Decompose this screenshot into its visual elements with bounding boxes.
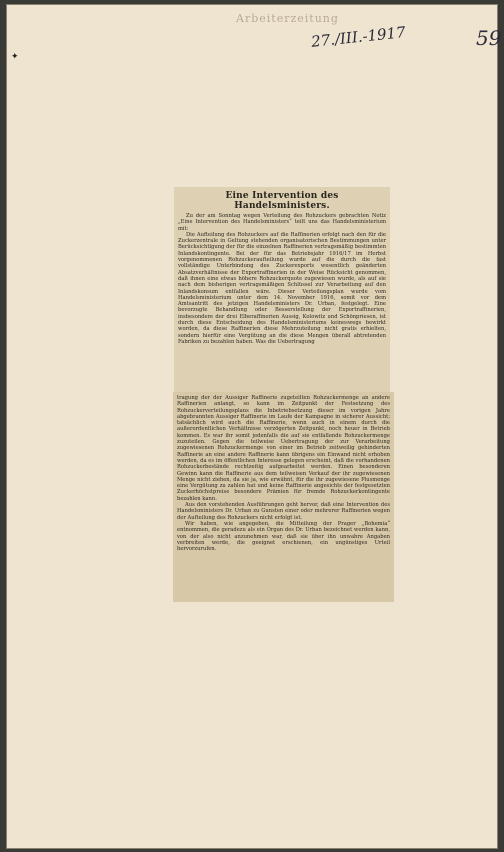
handwritten-page-number: 59 [476, 26, 502, 50]
article-body-1 [178, 213, 386, 345]
newspaper-name-stamp: Arbeiterzeitung [236, 12, 339, 25]
article-headline: Eine Intervention des Handelsministers. [225, 191, 339, 211]
archive-page [6, 4, 502, 849]
binding-marker-icon: ✦ [11, 52, 19, 62]
article-body-2 [177, 395, 390, 552]
paragraph: Aus den vorstehenden Ausführungen geht hervor, daß eine Intervention des Handelsministers Dr. Urban zu Gunsten einer oder mehrerer Raffinerien wegen der Aufteilung des Rohzuckers nicht erfolgt ist. [177, 502, 390, 521]
clipping-part-2 [173, 392, 394, 602]
clipping-part-1 [174, 187, 390, 392]
paragraph: tragung der der Aussiger Raffinerie zugeteilten Rohzuckermenge an andere Raffinerien anlangt, so kann im Zeitpunkt der Festsetzung des Rohzuckerverteilungsplans die Inbetriebsetzung dieser im vorigen Jahre abgebrannten Aussiger Raffinerie im Laufe der Kampagne in sicherer Aussicht; tatsächlich wird auch die Raffinerie, wenn auch in einem durch die außerordentlichen Verhältnisse verzögerten Zeitpunkt, noch heuer in Betrieb kommen. Es war ihr somit jedenfalls die auf sie entfallende Rohzuckermenge zuzuteilen. Gegen die teilweise Uebertragung der zur Verarbeitung zugewiesenen Rohzuckermenge von einer im Betrieb zeitweilig gehinderten Raffinerie an eine andere Raffinerie kann übrigens ein Einwand nicht erhoben werden, da es im öffentlichen Interesse gelegen erscheint, daß die vorhandenen Rohzuckerbestände rechtzeitig aufgearbeitet werden. Einen besonderen Gewinn kann die Raffinerie aus dem teilweisen Verkauf der ihr zugewiesenen Menge nicht ziehen, da sie ja, wie erwähnt, für die ihr zugewiesene Plusmenge eine Vergütung zu zahlen hat und keine Raffinerie angesichts der festgesetzten Zuckerhöchstpreise besondere Prämien für fremde Rohzuckerkontingente bezahlen kann. [177, 395, 390, 502]
paragraph: Zu der am Sonntag wegen Verteilung des Rohzuckers gebrachten Notiz „Eine Intervention des Handelsministers“ teilt uns das Handelsministerium mit: [178, 213, 386, 232]
paragraph: Wir haben, wie angegeben, die Mitteilung der Prager „Bohemia“ entnommen, die geradezu als ein Organ des Dr. Urban bezeichnet werden kann, von der also nicht anzunehmen war, daß sie über ihn unwahre Angaben verbreiten werde, die geeignet erschienen, ein ungünstiges Urteil hervorzurufen. [177, 520, 390, 553]
handwritten-date: 27./III.-1917 [310, 23, 407, 51]
paragraph: Die Aufteilung des Rohzuckers auf die Raffinerien erfolgt nach den für die Zuckerzentrale in Geltung stehenden organisatorischen Bestimmungen unter Berücksichtigung der für die einzelnen Raffinerien vertragsmäßig bestimmten Inlandskontingente. Bei der für das Betriebsjahr 1916/17 im Herbst vorgenommenen Rohzuckeraufteilung wurde auf die durch die fast vollständige Unterbindung des Zuckerexports wesentlich geänderten Absatzverhältnisse der Exportraffinerien in der Weise Rücksicht genommen, daß ihnen eine etwas höhere Rohzuckerquote zugewiesen wurde, als auf sie nach dem bisherigen vertragsmäßigen Schlüssel zur Verarbeitung auf den Inlandskonsum entfallen wäre. Dieser Verteilungsplan wurde vom Handelsministerium unter dem 14. November 1916, somit vor dem Amtsantritt des jetzigen Handelsministers Dr. Urban, festgelegt. Eine bevorzugte Behandlung oder Besserstellung der Exportraffinerien, insbesondere der drei Elberaffinerien Aussig, Kolowitz und Schönpriesen, ist durch diese Entscheidung des Handelsministeriums keineswegs bewirkt worden, da diese Raffinerien diese Mehrzuteilung nicht gratis erhielten, sondern hierfür eine Vergütung an die diese Mengen überall abtretenden Fabriken zu bezahlen haben. Was die Uebertragung [178, 231, 386, 345]
